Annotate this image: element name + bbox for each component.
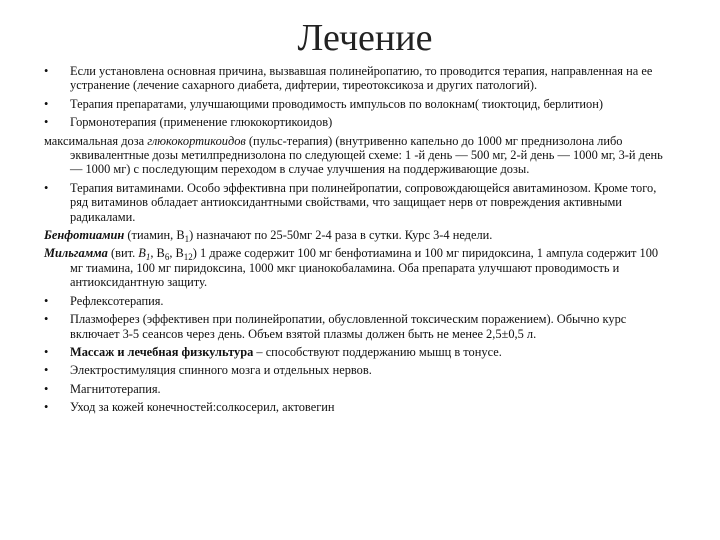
paragraph-milgamma: Мильгамма (вит. $B_1$, $B_6$, $B_{12}$) 1 драже содержит 100 мг бенфотиамина и 100 мг пиридоксина, 1 ампула содержит 100 мг тиамина, 100 мг пиридоксина, 1000 мкг цианокобаламина. Оба препарата улучшают проводимость и антиоксидантную защиту. [44,246,659,290]
bullet-item: • Терапия витаминами. Особо эффективна при полинейропатии, сопровождающейся авитаминозом. Кроме того, ряд витаминов обладает антиоксидантными свойствами, что защищает нерв от повреждения активными радикалами. [44,181,674,224]
slide-title: Лечение [297,17,433,59]
bullet-item: • Электростимуляция спинного мозга и отдельных нервов. [44,363,674,377]
bullet-item: • Терапия препаратами, улучшающими проводимость импульсов по волокнам( тиоктоцид, берлитион) [44,97,674,111]
bullet-item: • Гормонотерапия (применение глюкокортикоидов) [44,115,674,129]
paragraph-benfotiamine: Бенфотиамин (тиамин, $B_1$) назначают по 25-50мг 2-4 раза в сутки. Курс 3-4 недели. [44,228,493,245]
bullet-item: • Рефлексотерапия. [44,294,674,308]
bullet-item-massage: • Массаж и лечебная физкультура – способствуют поддержанию мышц в тонусе. [44,345,674,359]
bullet-item: • Магнитотерапия. [44,382,674,396]
bullet-item: • Плазмоферез (эффективен при полинейропатии, обусловленной токсическим поражением). Обычно курс включает 3-5 сеансов через день. Объем взятой плазмы должен быть не менее 2,5±0,5 л. [44,312,674,341]
bullet-item: • Уход за кожей конечностей:солкосерил, актовегин [44,400,674,414]
slide-content [44,64,674,419]
bullet-item: • Если установлена основная причина, вызвавшая полинейропатию, то проводится терапия, направленная на ее устранение (лечение сахарного диабета, дифтерии, тиреотоксикоза и других патологий). [44,64,674,93]
paragraph-glucocorticoid-dose: максимальная доза глюкокортикоидов (пульс-терапия) (внутривенно капельно до 1000 мг преднизолона либо эквивалентные дозы метилпреднизолона по следующей схеме: 1 -й день — 500 мг, 2-й день — 1000 мг, 3-й день — 1000 мг) с последующим переходом в случае улучшения на поддерживающие дозы. [44,133,663,177]
